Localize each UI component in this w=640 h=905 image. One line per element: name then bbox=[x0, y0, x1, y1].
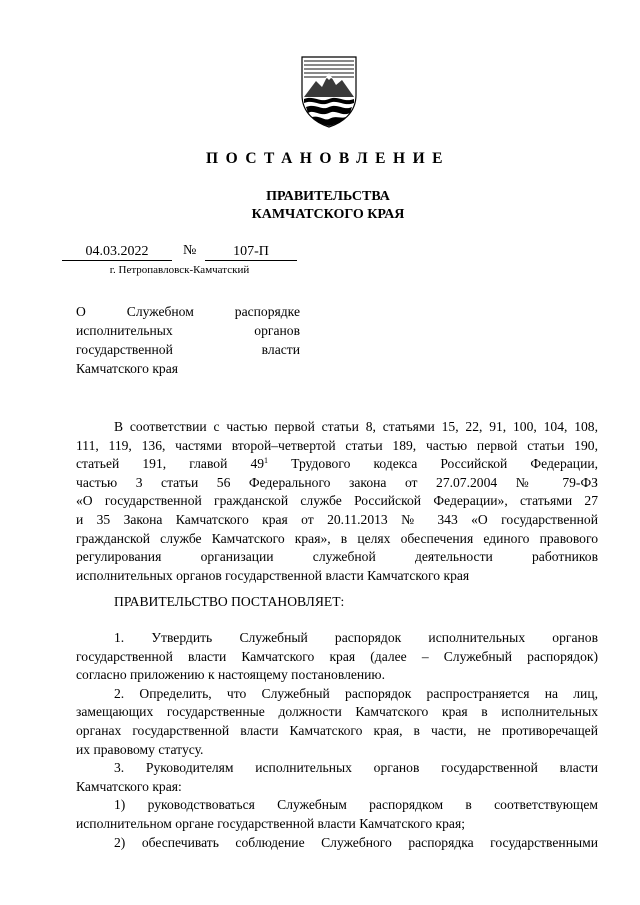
document-type-title: ПОСТАНОВЛЕНИЕ bbox=[206, 150, 450, 167]
subject-line: государственной власти bbox=[76, 342, 300, 357]
issue-place: г. Петропавловск-Камчатский bbox=[109, 264, 250, 276]
decree-statement: ПРАВИТЕЛЬСТВО ПОСТАНОВЛЯЕТ: bbox=[114, 594, 345, 609]
text-line: органах государственной власти Камчатского края, в части, не противоречащей bbox=[76, 722, 598, 738]
text-line: исполнительном органе государственной власти Камчатского края; bbox=[76, 815, 465, 831]
subject-line: О Служебном распорядке bbox=[76, 304, 300, 319]
text-line: 2) обеспечивать соблюдение Служебного распорядка государственными bbox=[114, 834, 598, 850]
kamchatka-coat-of-arms-icon bbox=[298, 55, 360, 129]
document-subject bbox=[76, 302, 300, 378]
text-line: и 35 Закона Камчатского края от 20.11.2013 № 343 «О государственной bbox=[76, 511, 598, 527]
text-line: замещающих государственные должности Камчатского края в исполнительных bbox=[76, 704, 598, 720]
text-line: 2. Определить, что Служебный распорядок распространяется на лиц, bbox=[114, 685, 598, 701]
subject-line: Камчатского края bbox=[76, 361, 179, 376]
text-line: статьей 191, главой $49^1$ Трудового кодекса Российской Федерации, bbox=[76, 456, 599, 472]
preamble-paragraph bbox=[76, 418, 598, 585]
number-sign: № bbox=[183, 243, 197, 258]
decree-items bbox=[76, 629, 598, 852]
text-line: их правовому статусу. bbox=[76, 741, 204, 757]
text-line: 1. Утвердить Служебный распорядок исполнительных органов bbox=[114, 630, 598, 645]
superscript: 1 bbox=[264, 456, 269, 466]
text-line: государственной власти Камчатского края (далее – Служебный распорядок) bbox=[76, 648, 598, 664]
document-number: 107-П bbox=[205, 243, 297, 261]
text-line: согласно приложению к настоящему постановлению. bbox=[76, 667, 385, 683]
text-line: В соответствии с частью первой статьи 8, статьями 15, 22, 91, 100, 104, 108, bbox=[114, 419, 598, 434]
document-date: 04.03.2022 bbox=[62, 243, 172, 261]
text-line: 1) руководствоваться Служебным распорядком в соответствующем bbox=[114, 797, 598, 813]
text-line: Камчатского края: bbox=[76, 778, 182, 794]
text-line: «О государственной гражданской службе Российской Федерации», статьями 27 bbox=[76, 493, 598, 509]
text-line: регулирования организации служебной деятельности работников bbox=[76, 549, 598, 565]
text-line: частью 3 статьи 56 Федерального закона от 27.07.2004 № 79-ФЗ bbox=[76, 474, 598, 490]
text-line: 111, 119, 136, частями второй–четвертой статьи 189, частью первой статьи 190, bbox=[76, 437, 598, 453]
text-line: гражданской службе Камчатского края», в целях обеспечения единого правового bbox=[76, 530, 598, 546]
subject-line: исполнительных органов bbox=[76, 323, 300, 338]
text-line: исполнительных органов государственной власти Камчатского края bbox=[76, 567, 470, 583]
issuing-authority: ПРАВИТЕЛЬСТВА КАМЧАТСКОГО КРАЯ bbox=[251, 189, 405, 222]
text-line: 3. Руководителям исполнительных органов государственной власти bbox=[114, 760, 598, 776]
